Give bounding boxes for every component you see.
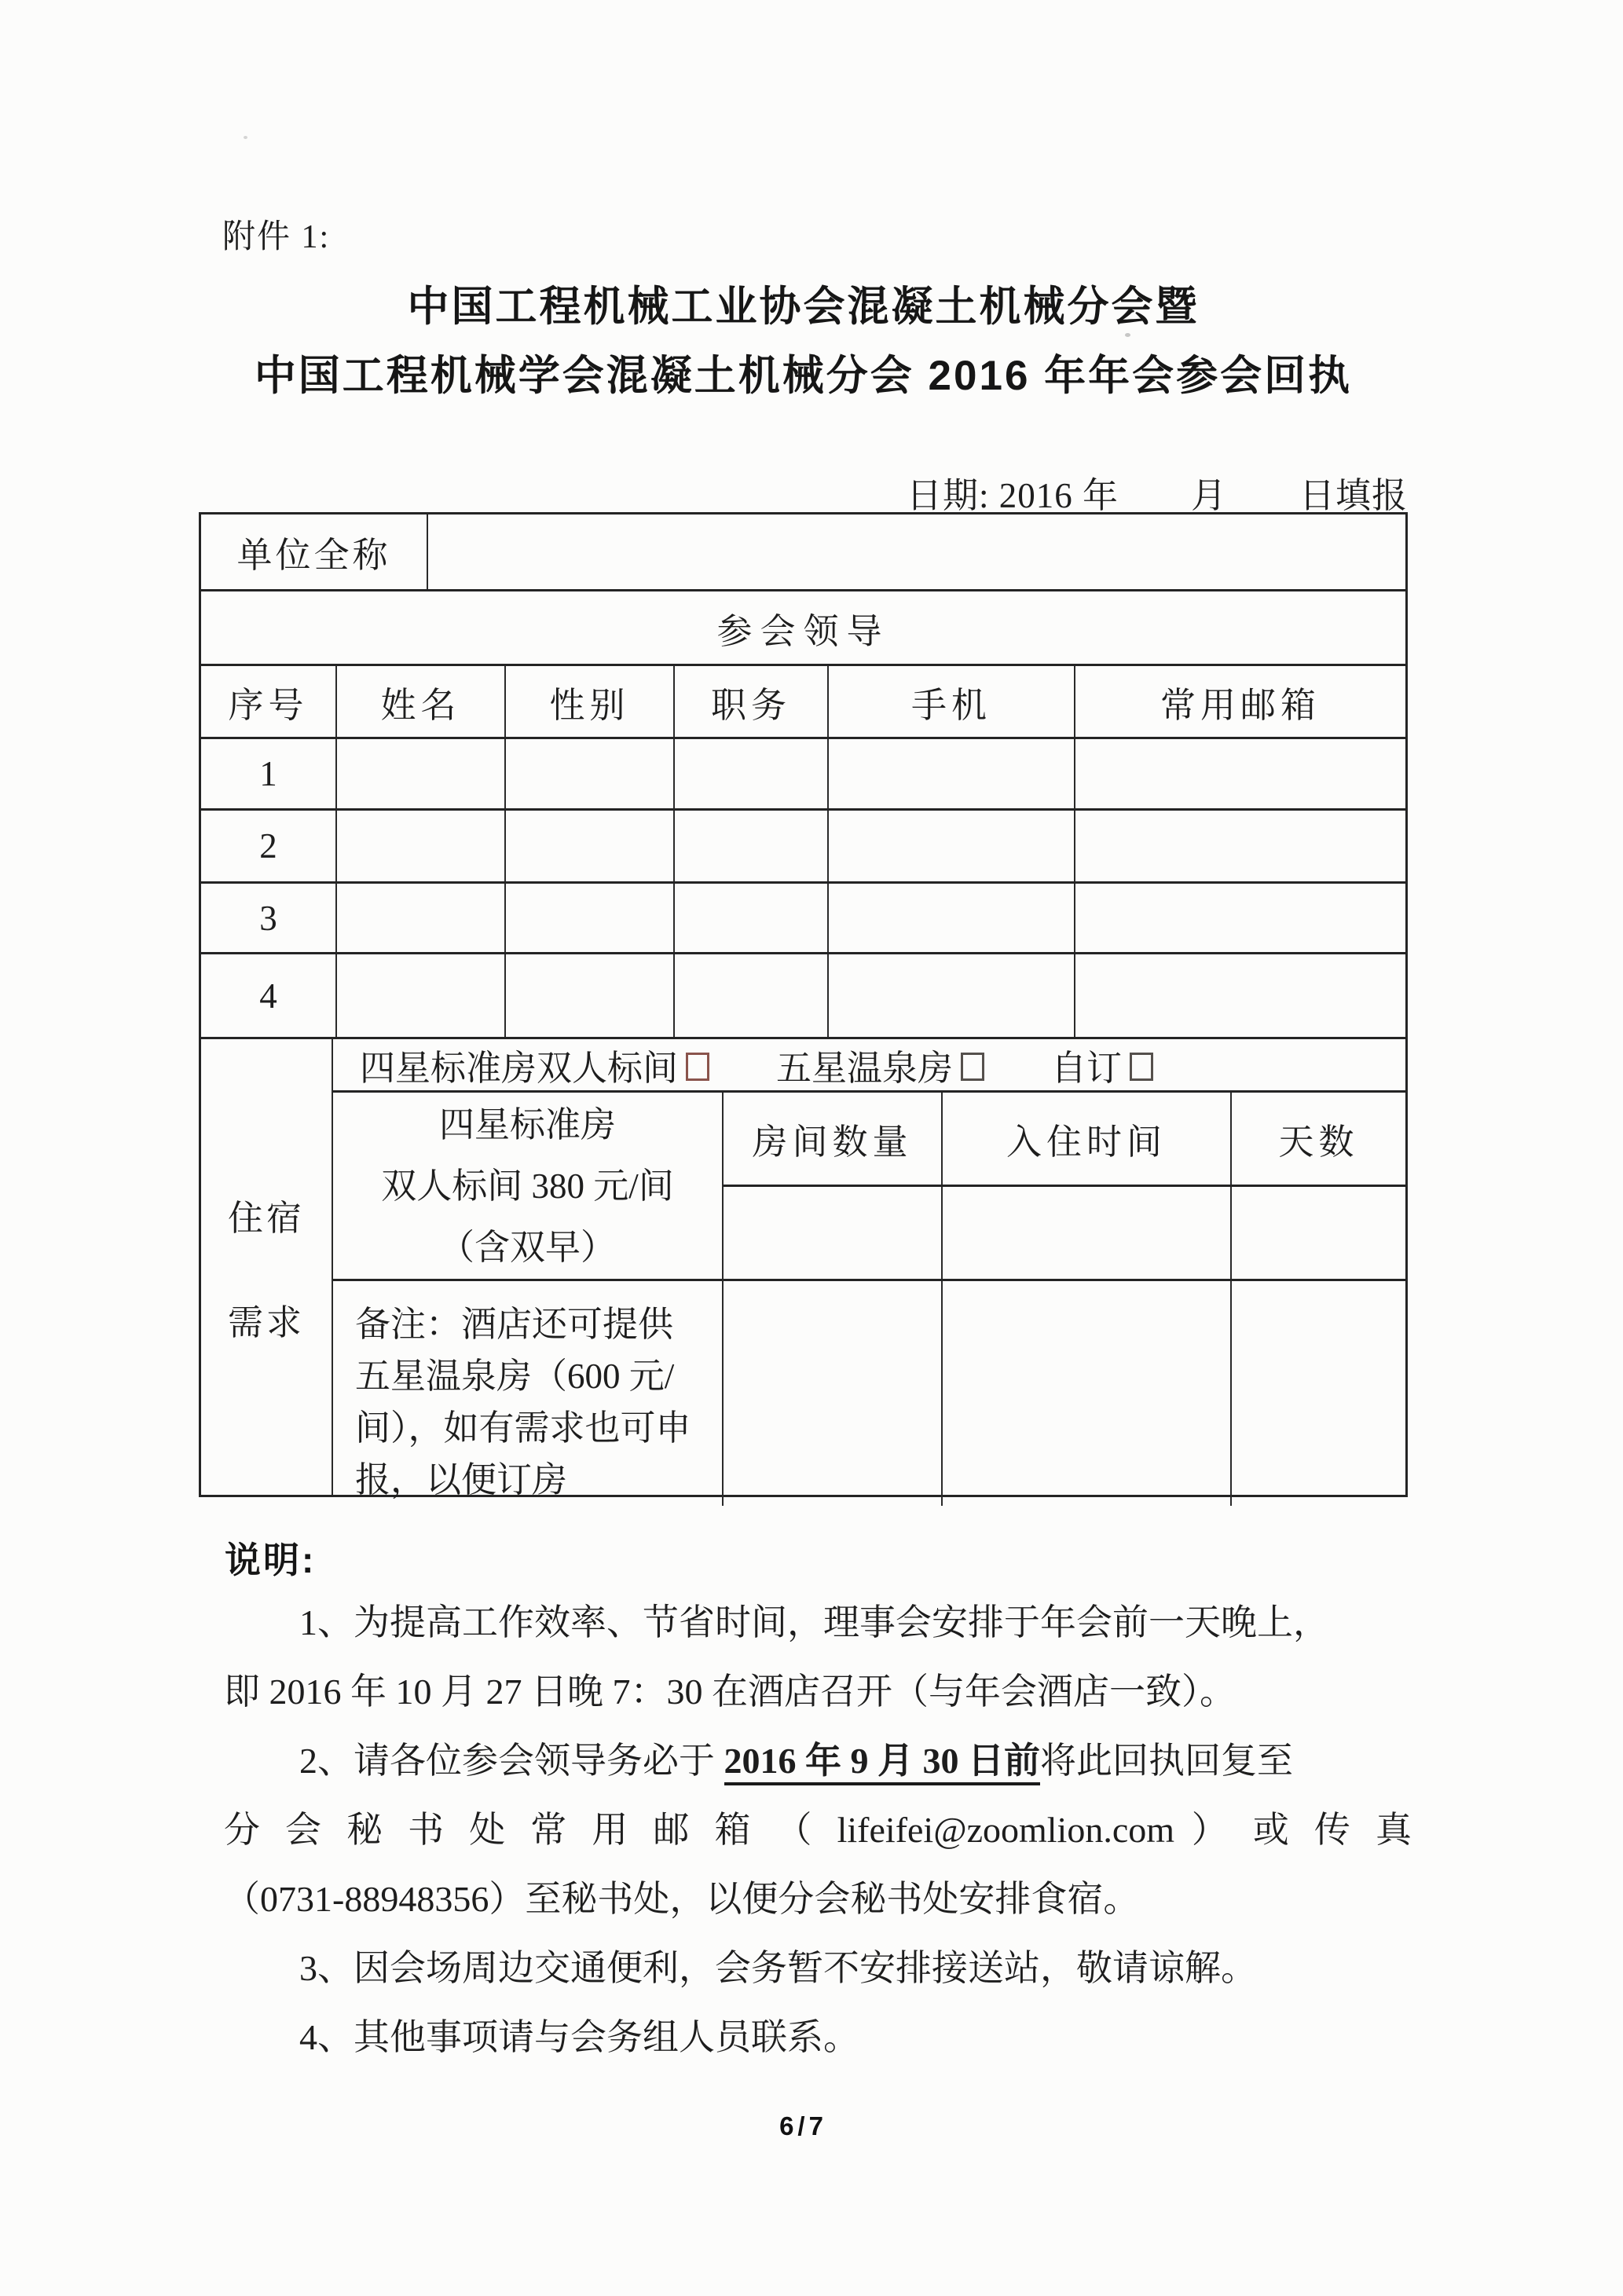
note-paragraph-1-line-2: 即 2016 年 10 月 27 日晚 7：30 在酒店召开（与年会酒店一致）。: [224, 1672, 1236, 1712]
deadline-prefix: 2、请各位参会领导务必于: [299, 1741, 724, 1781]
room-description-column: [333, 1093, 724, 1506]
leaders-header-row: [201, 666, 1405, 739]
note-line2: 五星温泉房（600 元/: [355, 1357, 675, 1396]
days-input-cell[interactable]: [1232, 1187, 1405, 1279]
notes-heading: 说明:: [225, 1540, 317, 1580]
email-input-cell[interactable]: [1075, 884, 1405, 952]
position-input-cell[interactable]: [675, 811, 829, 881]
note-line4: 报，以便订房: [355, 1460, 568, 1500]
row-number: 1: [201, 739, 337, 808]
room-count-extra-cell[interactable]: [724, 1281, 943, 1506]
name-input-cell[interactable]: [337, 739, 506, 808]
company-name-input-cell[interactable]: [428, 514, 1405, 589]
row-number: 4: [201, 954, 337, 1037]
column-header-gender: 性别: [506, 666, 675, 737]
leaders-section-row: [201, 591, 1405, 666]
room-options-row: [333, 1039, 1405, 1093]
note-paragraph-2-line-1: [224, 1727, 1412, 1796]
column-header-email: 常用邮箱: [1160, 685, 1321, 725]
leader-row-4: [201, 954, 1405, 1039]
option-five-star-label: 五星温泉房: [776, 1049, 954, 1088]
email-input-cell[interactable]: [1075, 811, 1405, 881]
mobile-input-cell[interactable]: [829, 811, 1075, 881]
note-line3: 间），如有需求也可申: [355, 1408, 691, 1448]
position-input-cell[interactable]: [675, 884, 829, 952]
accommodation-section: [201, 1039, 1405, 1500]
scan-speck: [1125, 333, 1130, 337]
name-input-cell[interactable]: [337, 811, 506, 881]
mobile-input-cell[interactable]: [829, 954, 1075, 1037]
days-extra-cell[interactable]: [1232, 1281, 1405, 1506]
column-header-name: 姓名: [337, 666, 506, 737]
note-paragraph-3: 3、因会场周边交通便利，会务暂不安排接送站，敬请谅解。: [299, 1948, 1257, 1988]
note-paragraph-4: 4、其他事项请与会务组人员联系。: [299, 2017, 859, 2057]
room-count-header: 房间数量: [724, 1093, 943, 1185]
email-input-cell[interactable]: [1075, 954, 1405, 1037]
accommodation-label-line2: 需求: [227, 1303, 305, 1342]
room-count-input-cell[interactable]: [724, 1187, 943, 1279]
option-four-star-standard: [360, 1039, 709, 1090]
days-header: 天数: [1278, 1122, 1359, 1162]
option-four-star-label: 四星标准房双人标间: [360, 1049, 679, 1088]
checkin-time-header: 入住时间: [943, 1093, 1232, 1185]
room-desc-line1: 四星标准房: [438, 1104, 616, 1144]
note-paragraph-2-line-3: （0731-88948356）至秘书处，以便分会秘书处安排食宿。: [224, 1879, 1140, 1919]
note-line1: 备注：酒店还可提供: [355, 1305, 674, 1344]
name-input-cell[interactable]: [337, 954, 506, 1037]
name-input-cell[interactable]: [337, 884, 506, 952]
checkin-time-input-cell[interactable]: [943, 1187, 1232, 1279]
column-header-no: 序号: [201, 666, 337, 737]
self-book-checkbox[interactable]: [1130, 1053, 1153, 1081]
accommodation-body: [333, 1039, 1405, 1500]
gender-input-cell[interactable]: [506, 884, 675, 952]
four-star-checkbox[interactable]: [686, 1053, 709, 1081]
room-note-cell: [333, 1281, 722, 1506]
leader-row-1: [201, 739, 1405, 811]
position-input-cell[interactable]: [675, 954, 829, 1037]
date-line: 日期: 2016 年 月 日填报: [906, 476, 1408, 515]
notes-section: [224, 1588, 1412, 2072]
row-number: 2: [201, 811, 337, 881]
company-name-label: 单位全称: [201, 514, 428, 589]
mobile-input-cell[interactable]: [829, 884, 1075, 952]
option-five-star-spring: [776, 1039, 984, 1090]
checkin-time-extra-cell[interactable]: [943, 1281, 1232, 1506]
page-number: 6/7: [779, 2111, 827, 2140]
attachment-label: 附件 1:: [222, 219, 331, 255]
document-title-line2: 中国工程机械学会混凝土机械分会 2016 年年会参会回执: [254, 353, 1353, 399]
room-desc-line2: 双人标间 380 元/间: [381, 1166, 674, 1206]
mobile-input-cell[interactable]: [829, 739, 1075, 808]
gender-input-cell[interactable]: [506, 739, 675, 808]
note-paragraph-2-line-2: 分 会 秘 书 处 常 用 邮 箱 （ lifeifei@zoomlion.com ） 或 传 真: [224, 1810, 1412, 1850]
booking-extra-row: [724, 1281, 1405, 1506]
deadline-emphasis: 2016 年 9 月 30 日前: [724, 1741, 1041, 1785]
five-star-checkbox[interactable]: [961, 1053, 984, 1081]
position-input-cell[interactable]: [675, 739, 829, 808]
room-booking-grid: [724, 1093, 1405, 1506]
document-title-line1: 中国工程机械工业协会混凝土机械分会暨: [407, 284, 1200, 330]
gender-input-cell[interactable]: [506, 954, 675, 1037]
column-header-mobile: 手机: [829, 666, 1075, 737]
accommodation-label-line1: 住宿: [227, 1199, 305, 1238]
gender-input-cell[interactable]: [506, 811, 675, 881]
leader-row-2: [201, 811, 1405, 884]
booking-header-row: [724, 1093, 1405, 1187]
email-input-cell[interactable]: [1075, 739, 1405, 808]
row-number: 3: [201, 884, 337, 952]
room-type-cell: [333, 1093, 722, 1281]
scan-speck: [244, 136, 247, 139]
option-self-book: [1051, 1039, 1153, 1090]
accommodation-label: [201, 1039, 333, 1495]
booking-input-row: [724, 1187, 1405, 1281]
deadline-suffix: 将此回执回复至: [1040, 1741, 1293, 1781]
accommodation-grid: [333, 1093, 1405, 1506]
registration-table: [199, 512, 1408, 1500]
room-desc-line3: （含双早）: [438, 1227, 616, 1267]
leaders-section-header: 参会领导: [716, 611, 890, 651]
note-paragraph-1-line-1: 1、为提高工作效率、节省时间，理事会安排于年会前一天晚上，: [299, 1602, 1329, 1642]
option-self-book-label: 自订: [1051, 1049, 1123, 1088]
company-name-row: [201, 514, 1405, 591]
column-header-position: 职务: [675, 666, 829, 737]
leader-row-3: [201, 884, 1405, 954]
